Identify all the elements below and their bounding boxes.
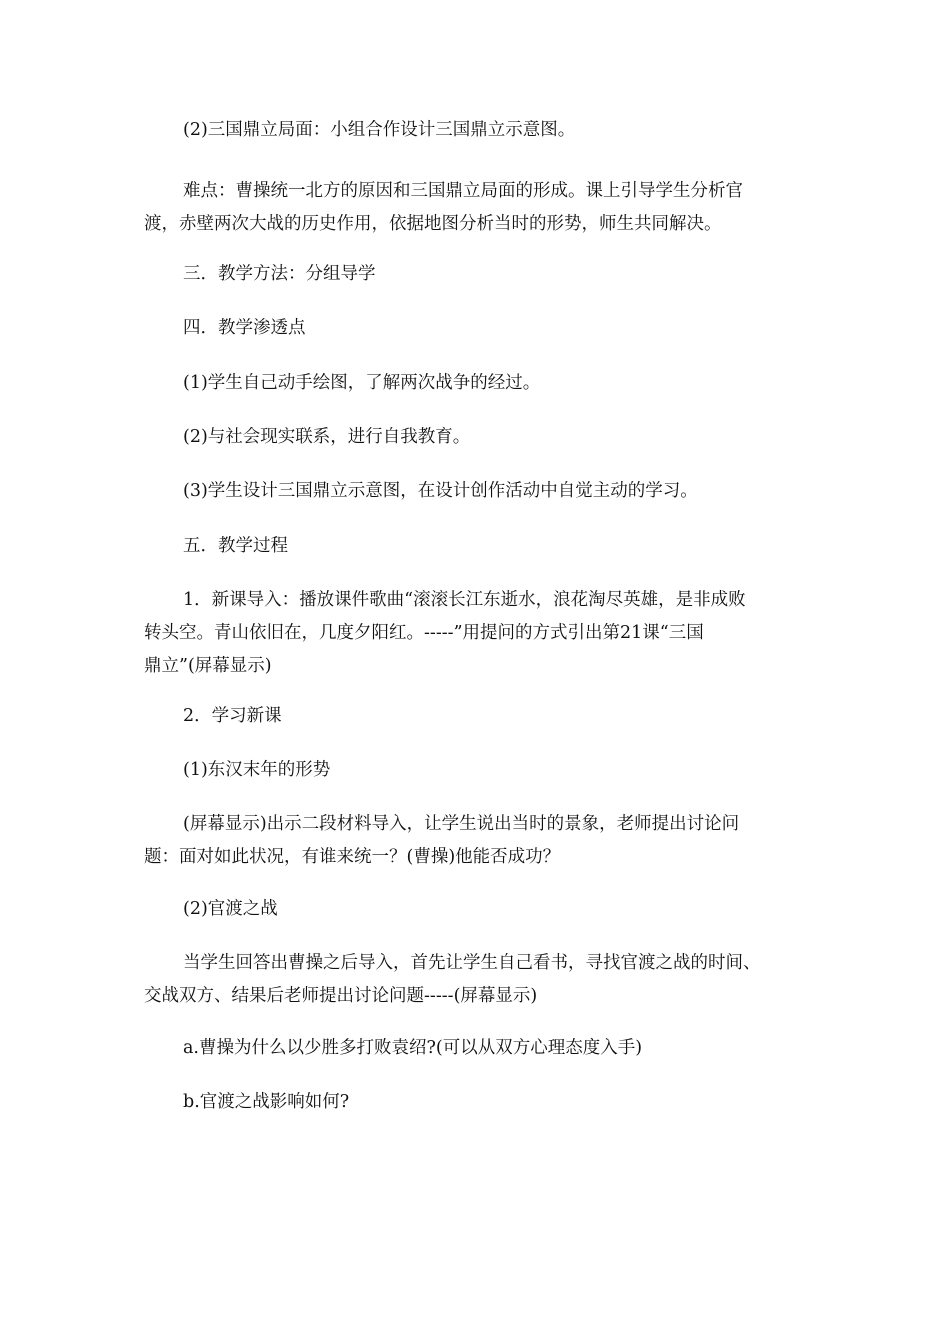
text-line: 转头空。青山依旧在，几度夕阳红。-----”用提问的方式引出第21课“三国 bbox=[144, 623, 704, 643]
text-line: (屏幕显示)出示二段材料导入，让学生说出当时的景象，老师提出讨论问 bbox=[183, 814, 740, 834]
text-line: (2)官渡之战 bbox=[183, 899, 278, 919]
text-line: 鼎立”(屏幕显示) bbox=[144, 656, 272, 676]
question-a bbox=[144, 1032, 808, 1065]
text-line: 渡，赤壁两次大战的历史作用，依据地图分析当时的形势，师生共同解决。 bbox=[144, 214, 722, 234]
text-line: a.曹操为什么以少胜多打败袁绍?(可以从双方心理态度入手) bbox=[183, 1038, 643, 1058]
paragraph-point-3 bbox=[144, 475, 808, 508]
heading-teaching-points bbox=[144, 312, 808, 345]
text-line: 五．教学过程 bbox=[183, 536, 288, 556]
text-line: 题：面对如此状况，有谁来统一？(曹操)他能否成功？ bbox=[144, 847, 561, 867]
text-line: (3)学生设计三国鼎立示意图，在设计创作活动中自觉主动的学习。 bbox=[183, 481, 698, 501]
paragraph-guandu bbox=[144, 947, 808, 1013]
text-line: (2)与社会现实联系，进行自我教育。 bbox=[183, 427, 471, 447]
text-line: (1)学生自己动手绘图，了解两次战争的经过。 bbox=[183, 373, 541, 393]
heading-eastern-han bbox=[144, 754, 808, 787]
text-line: 三．教学方法：分组导学 bbox=[183, 264, 376, 284]
heading-teaching-process bbox=[144, 530, 808, 563]
paragraph-point-2 bbox=[144, 421, 808, 454]
text-line: 当学生回答出曹操之后导入，首先让学生自己看书，寻找官渡之战的时间、 bbox=[183, 953, 761, 973]
heading-teaching-method bbox=[144, 258, 808, 291]
paragraph-key-point-2 bbox=[144, 114, 808, 147]
heading-guandu bbox=[144, 893, 808, 926]
text-line: 难点：曹操统一北方的原因和三国鼎立局面的形成。课上引导学生分析官 bbox=[183, 181, 743, 201]
text-line: b.官渡之战影响如何? bbox=[183, 1092, 350, 1112]
text-line: 交战双方、结果后老师提出讨论问题-----(屏幕显示) bbox=[144, 986, 538, 1006]
paragraph-point-1 bbox=[144, 367, 808, 400]
text-line: (2)三国鼎立局面：小组合作设计三国鼎立示意图。 bbox=[183, 120, 576, 140]
question-b bbox=[144, 1086, 808, 1119]
paragraph-lesson-intro bbox=[144, 584, 808, 683]
text-line: 2．学习新课 bbox=[183, 706, 282, 726]
paragraph-eastern-han bbox=[144, 808, 808, 874]
paragraph-difficulty bbox=[144, 175, 808, 241]
text-line: 四．教学渗透点 bbox=[183, 318, 306, 338]
heading-new-lesson bbox=[144, 700, 808, 733]
text-line: (1)东汉末年的形势 bbox=[183, 760, 331, 780]
text-line: 1．新课导入：播放课件歌曲“滚滚长江东逝水，浪花淘尽英雄，是非成败 bbox=[183, 590, 746, 610]
